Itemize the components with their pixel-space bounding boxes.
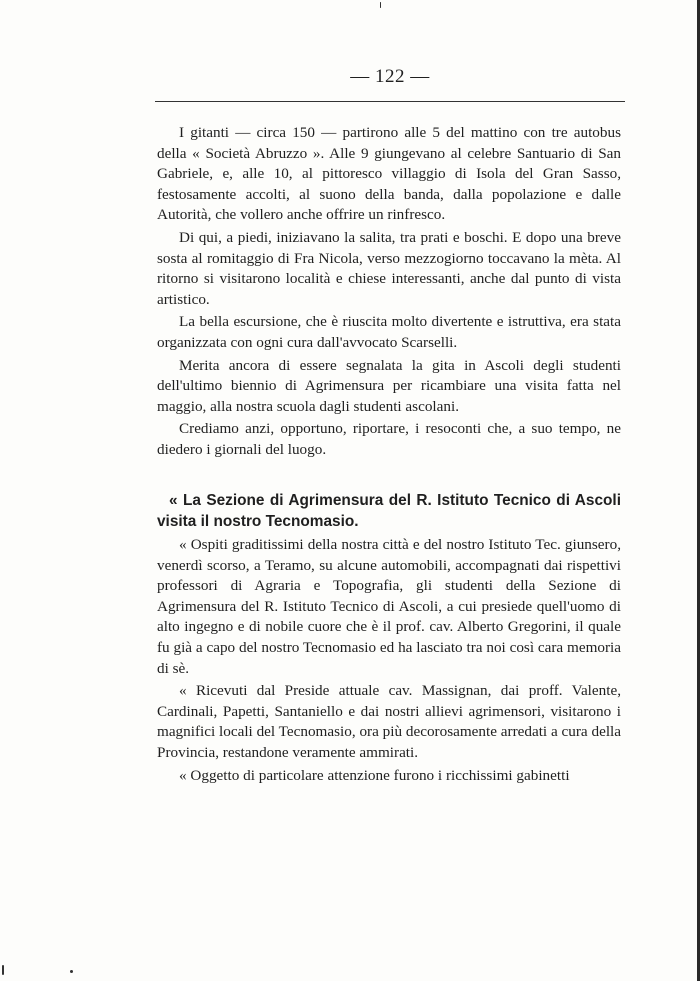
body-text	[157, 123, 621, 463]
article-heading: « La Sezione di Agrimensura del R. Istituto Tecnico di Ascoli visita il nostro Tecnomasio.	[157, 492, 621, 530]
article-paragraph: « Ospiti graditissimi della nostra città e del nostro Istituto Tec. giunsero, venerdì scorso, a Teramo, su alcune automobili, accompagnati dai rispettivi professori di Agraria e Topografia, gli studenti della Sezione di Agrimensura del R. Istituto Tecnico di Ascoli, a cui presiede quell'uomo di alto ingegno e di nobile cuore che è il prof. cav. Alberto Gregorini, il quale fu già a capo del nostro Tecnomasio ed ha lasciato tra noi così cara memoria di sè.	[157, 536, 621, 677]
paragraph: Di qui, a piedi, iniziavano la salita, tra prati e boschi. E dopo una breve sosta al romitaggio di Fra Nicola, verso mezzogiorno toccavano la mèta. Al ritorno si visitarono località e chiese interessanti, anche dal punto di vista artistico.	[157, 228, 621, 308]
header-rule	[155, 101, 625, 102]
article-paragraph: « Oggetto di particolare attenzione furono i ricchissimi gabinetti	[179, 766, 570, 784]
article-section	[157, 490, 621, 788]
article-paragraph: « Ricevuti dal Preside attuale cav. Massignan, dai proff. Valente, Cardinali, Papetti, Santaniello e dai nostri allievi agrimensori, visitarono i magnifici locali del Tecnomasio, ora più decorosamente arredati a cura della Provincia, restandone veramente ammirati.	[157, 682, 621, 761]
scan-speck	[70, 970, 73, 973]
scan-speck	[380, 2, 381, 8]
paragraph: Crediamo anzi, opportuno, riportare, i resoconti che, a suo tempo, ne diedero i giornali del luogo.	[157, 420, 621, 458]
paragraph: La bella escursione, che è riuscita molto divertente e istruttiva, era stata organizzata con ogni cura dall'avvocato Scarselli.	[157, 313, 621, 351]
paragraph: Merita ancora di essere segnalata la gita in Ascoli degli studenti dell'ultimo biennio di Agrimensura per ricambiare una visita fatta nel maggio, alla nostra scuola dagli studenti ascolani.	[157, 356, 621, 415]
page-number: — 122 —	[350, 66, 430, 87]
scan-speck	[2, 965, 4, 975]
paragraph: I gitanti — circa 150 — partirono alle 5 del mattino con tre autobus della « Società Abruzzo ». Alle 9 giungevano al celebre Santuario di San Gabriele, e, alle 10, al pittoresco villaggio di Isola del Gran Sasso, festosamente accolti, al suono della banda, dalla popolazione e dalle Autorità, che vollero anche offrire un rinfresco.	[157, 124, 621, 224]
